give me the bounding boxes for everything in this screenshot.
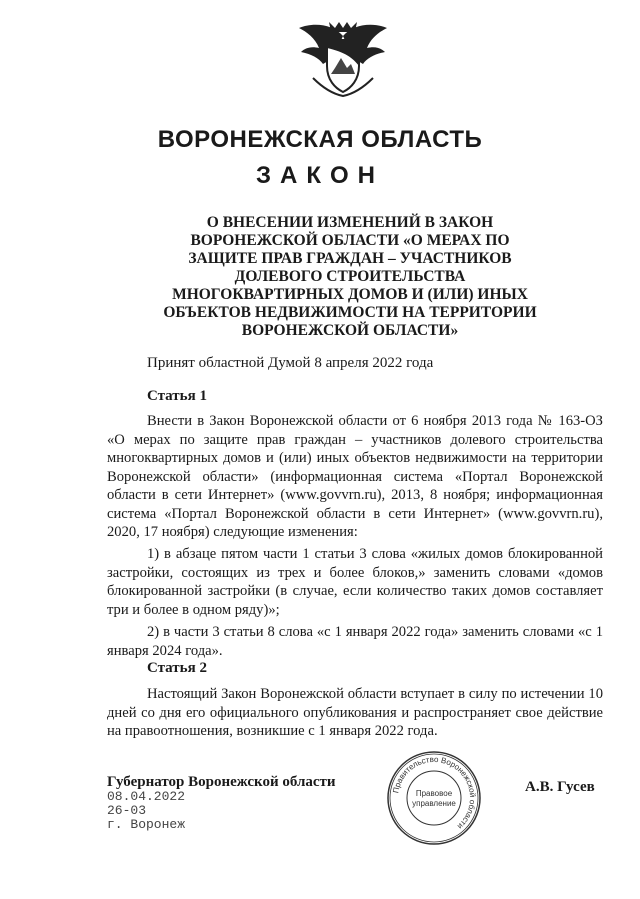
stamp-ring-text: Правительство Воронежской области — [391, 754, 478, 831]
signatory-name: А.В. Гусев — [525, 779, 595, 795]
signatory-title: Губернатор Воронежской области — [107, 774, 336, 790]
article-1-heading: Статья 1 — [147, 388, 207, 404]
adoption-note: Принят областной Думой 8 апреля 2022 года — [147, 355, 434, 371]
article-2-text: Настоящий Закон Воронежской области вступает в силу по истечении 10 дней со дня его официального опубликования и распространяет свое действие на правоотношения, возникшие с 1 января 2022 года. — [107, 686, 603, 739]
article-1-item-2: 2) в части 3 статьи 8 слова «с 1 января 2022 года» заменить словами «с 1 января 2024 года». — [107, 624, 603, 659]
region-name: ВОРОНЕЖСКАЯ ОБЛАСТЬ — [157, 126, 483, 153]
law-title: О ВНЕСЕНИИ ИЗМЕНЕНИЙ В ЗАКОН ВОРОНЕЖСКОЙ ОБЛАСТИ «О МЕРАХ ПО ЗАЩИТЕ ПРАВ ГРАЖДАН – УЧАСТНИКОВ ДОЛЕВОГО СТРОИТЕЛЬСТВА МНОГОКВАРТИРНЫХ ДОМОВ И (ИЛИ) ИНЫХ ОБЪЕКТОВ НЕДВИЖИМОСТИ НА ТЕРРИТОРИИ ВОРОНЕЖСКОЙ ОБЛАСТИ» — [163, 214, 537, 339]
coat-of-arms-icon — [293, 18, 393, 100]
signing-city: г. Воронеж — [107, 817, 186, 832]
stamp-center-line-1: Правовое — [415, 789, 453, 798]
article-2-heading: Статья 2 — [147, 660, 207, 676]
article-1-intro: Внести в Закон Воронежской области от 6 ноября 2013 года № 163-ОЗ «О мерах по защите прав граждан – участников долевого строительства многоквартирных домов и (или) иных объектов недвижимости на территории Воронежской области» (информационная система «Портал Воронежской области в сети Интернет» (www.govvrn.ru), 2013, 8 ноября; информационная система «Портал Воронежской области в сети Интернет» (www.govvrn.ru), 2020, 17 ноября) следующие изменения: — [107, 413, 603, 540]
signing-date: 08.04.2022 — [107, 789, 186, 804]
official-stamp — [386, 750, 482, 846]
stamp-center-line-2: управление — [412, 799, 456, 808]
law-number: 26-03 — [107, 803, 147, 818]
document-type: ЗАКОН — [255, 162, 384, 189]
article-1-item-1: 1) в абзаце пятом части 1 статьи 3 слова «жилых домов блокированной застройки, состоящих из трех и более блоков,» заменить словами «домов блокированной застройки (в случае, если количество таких домов составляет три и более в одном ряду)»; — [107, 546, 603, 618]
